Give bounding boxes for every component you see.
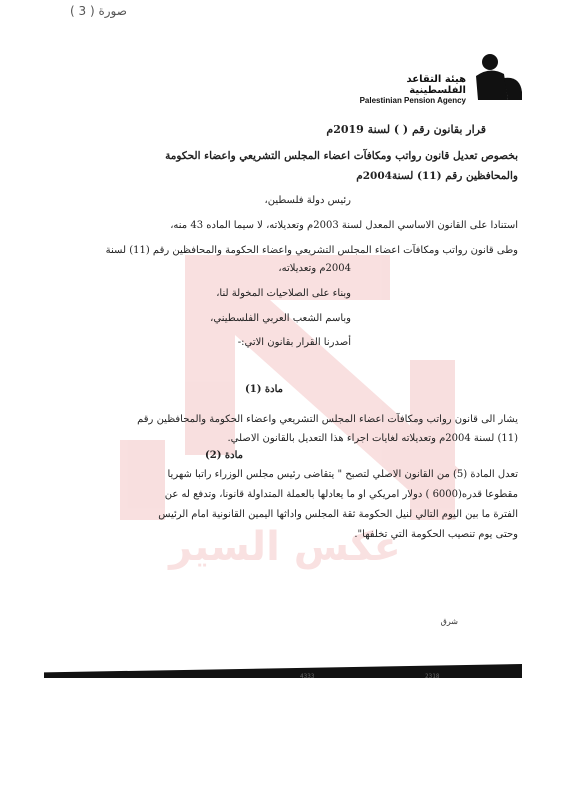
preamble-line: 2004م وتعديلاته، — [278, 263, 351, 274]
decree-subject — [48, 146, 518, 186]
agency-name-ar: هيئة التقاعد الفلسطينية — [406, 74, 466, 96]
agency-name-en: Palestinian Pension Agency — [359, 96, 466, 105]
bar-number: 4333 — [300, 673, 315, 680]
watermark-text: عكس السير — [169, 524, 401, 570]
subject-line: والمحافظين رقم (11) لسنة2004م — [356, 170, 518, 182]
article-1-heading: مادة (1) — [245, 384, 284, 395]
article-2-line: تعدل المادة (5) من القانون الاصلي لتصبح " يتقاضى رئيس مجلس الوزراء راتبا شهريا — [167, 469, 518, 480]
preamble-line: استنادا على القانون الاساسي المعدل لسنة 2003م وتعديلاته، لا سيما الماده 43 منه، — [170, 220, 518, 231]
article-2-line: مقطوعا قدره(6000 ) دولار امريكي او ما يعادلها بالعملة المتداولة قانونا، وتدفع له عن — [164, 489, 518, 500]
article-1-line: يشار الى قانون رواتب ومكافآت اعضاء المجلس التشريعي واعضاء الحكومة والمحافظين رقم — [137, 414, 518, 425]
bar-number: 2318 — [425, 673, 440, 680]
preamble-line: وباسم الشعب العربي الفلسطيني، — [210, 313, 351, 324]
preamble-line: وبناء على الصلاحيات المخولة لنا، — [216, 288, 351, 299]
signature-mark: شرق — [440, 617, 458, 626]
article-2-line: وحتى يوم تنصيب الحكومة التي تخلفها". — [354, 529, 518, 540]
handwritten-note: ( 3 ) صورة — [70, 4, 127, 18]
article-1-line: (11) لسنة 2004م وتعديلاته لغايات اجراء هذا التعديل بالقانون الاصلي. — [227, 433, 518, 444]
fax-scan-bar — [44, 664, 522, 678]
article-2-heading: مادة (2) — [205, 450, 244, 461]
agency-logo — [353, 50, 528, 105]
subject-line: بخصوص تعديل قانون رواتب ومكافآت اعضاء المجلس التشريعي واعضاء الحكومة — [165, 150, 518, 162]
agency-emblem-icon — [468, 50, 528, 105]
preamble-line: وطى قانون رواتب ومكافآت اعضاء المجلس التشريعي واعضاء الحكومة والمحافظين رقم (11) لسنة — [105, 245, 518, 256]
preamble-line: أصدرنا القرار بقانون الاتي:- — [237, 337, 351, 348]
decree-title: قرار بقانون رقم ( ) لسنة 2019م — [326, 123, 486, 136]
article-2-line: الفترة ما بين اليوم التالي لنيل الحكومة ثقة المجلس واداثها اليمين القانونية امام الرئيس — [158, 509, 518, 520]
preamble-line: رئيس دولة فلسطين، — [264, 195, 351, 206]
